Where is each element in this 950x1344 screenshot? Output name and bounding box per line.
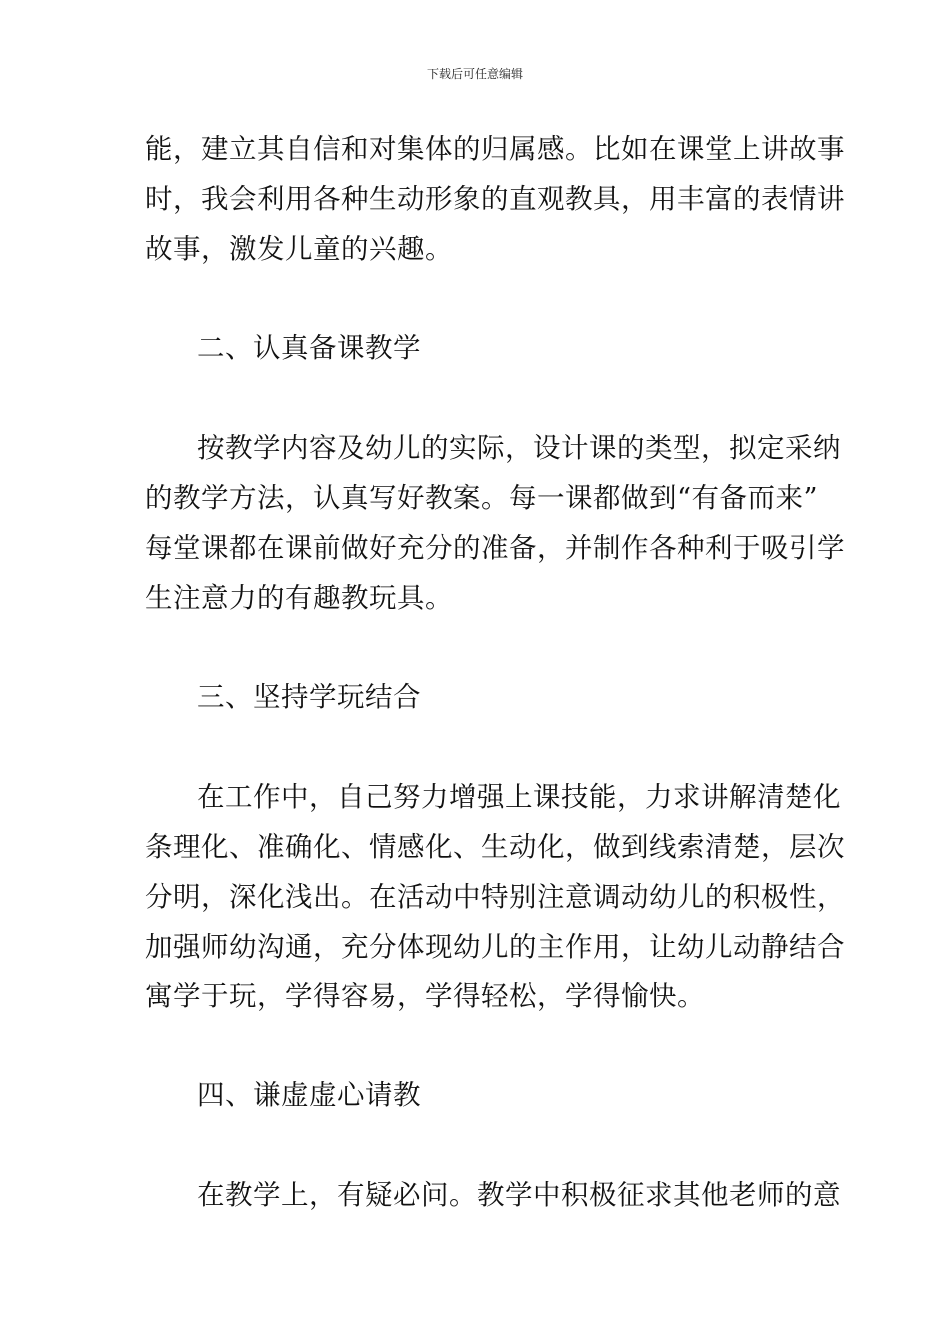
header-note: 下载后可任意编辑	[426, 67, 523, 81]
paragraph-line: 在工作中，自己努力增强上课技能，力求讲解清楚化	[197, 781, 841, 813]
section-heading: 三、坚持学玩结合	[197, 681, 421, 713]
paragraph-line: 在教学上，有疑必问。教学中积极征求其他老师的意	[197, 1179, 841, 1211]
paragraph-line: 条理化、准确化、情感化、生动化，做到线索清楚，层次	[145, 831, 845, 863]
paragraph-line: 按教学内容及幼儿的实际，设计课的类型，拟定采纳	[197, 432, 841, 464]
paragraph-line: 能，建立其自信和对集体的归属感。比如在课堂上讲故事	[145, 133, 845, 165]
paragraph-line: 生注意力的有趣教玩具。	[145, 582, 453, 614]
paragraph-line: 故事，激发儿童的兴趣。	[145, 233, 453, 265]
section-heading: 四、谦虚虚心请教	[197, 1079, 421, 1111]
paragraph-line: 分明，深化浅出。在活动中特别注意调动幼儿的积极性，	[145, 881, 845, 913]
paragraph-line: 的教学方法，认真写好教案。每一课都做到“有备而来”	[145, 482, 819, 514]
paragraph-line: 寓学于玩，学得容易，学得轻松，学得愉快。	[145, 980, 705, 1012]
paragraph-line: 加强师幼沟通，充分体现幼儿的主作用，让幼儿动静结合	[145, 931, 845, 963]
section-heading: 二、认真备课教学	[197, 332, 421, 364]
paragraph-line: 时，我会利用各种生动形象的直观教具，用丰富的表情讲	[145, 183, 845, 215]
paragraph-line: 每堂课都在课前做好充分的准备，并制作各种利于吸引学	[145, 532, 845, 564]
